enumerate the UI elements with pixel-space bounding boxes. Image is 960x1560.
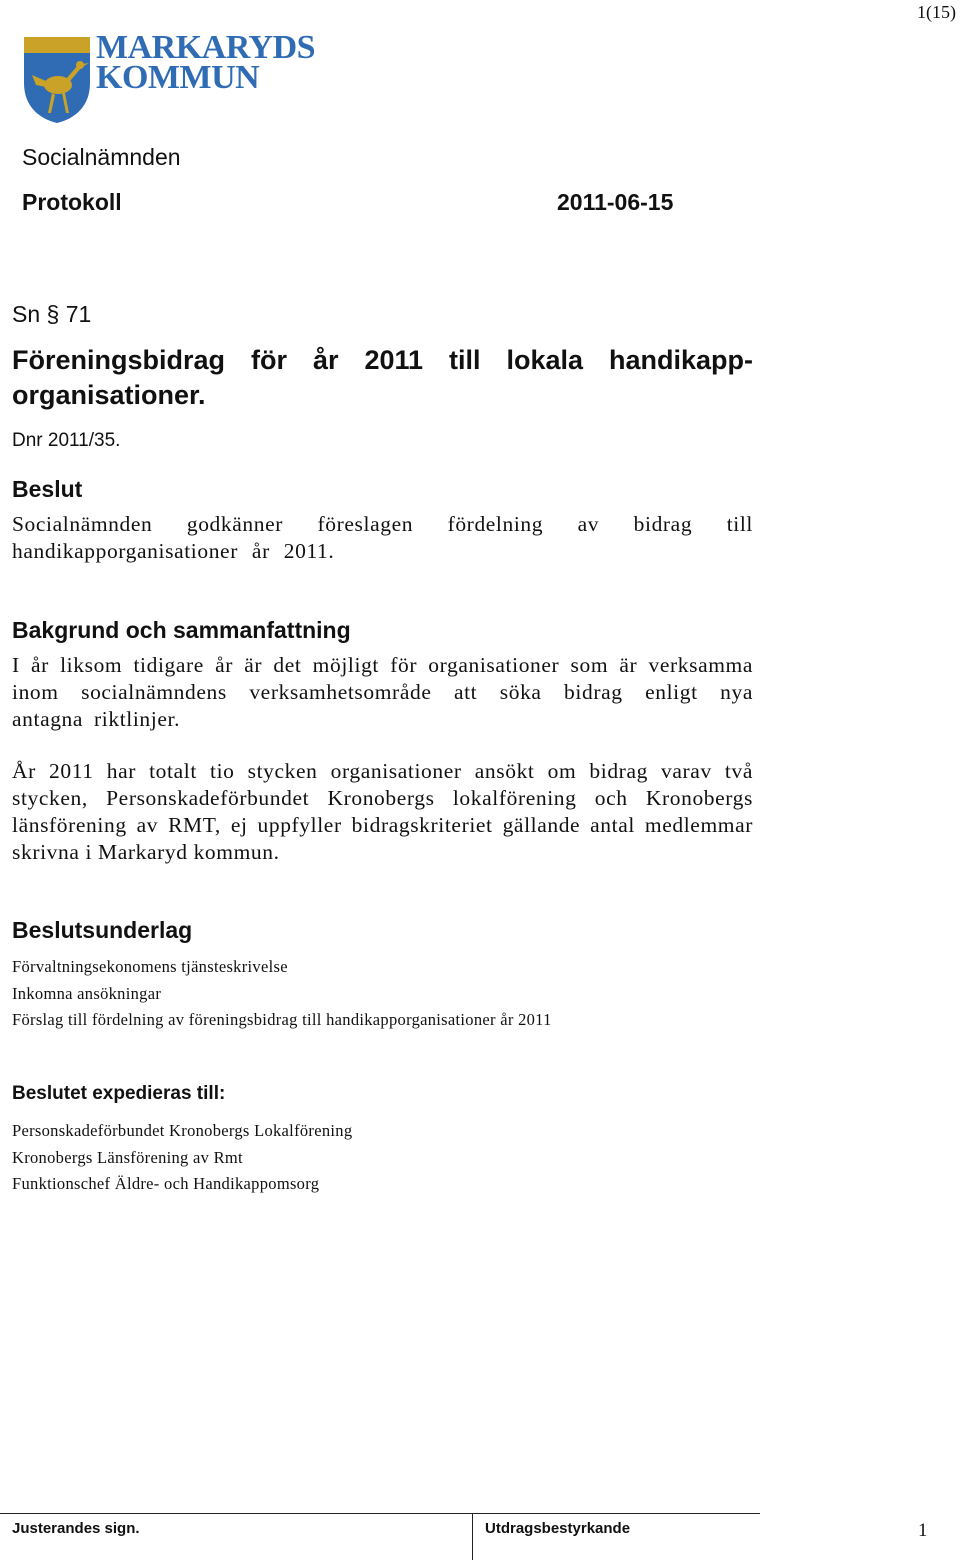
list-item: Förvaltningsekonomens tjänsteskrivelse [12,957,288,976]
list-item: Kronobergs Länsförening av Rmt [12,1147,243,1167]
case-title: Föreningsbidrag för år 2011 till lokala handikapp-organisationer. [12,345,753,410]
expedieras-heading: Beslutet expedieras till: [12,1083,226,1104]
footer-divider-line [0,1513,760,1514]
beslut-text: Socialnämnden godkänner föreslagen fördelning av bidrag till handikapporganisationer år 2011. [12,512,753,563]
footer-page-number: 1 [918,1520,928,1541]
department-name: Socialnämnden [22,144,181,170]
expedieras-list [12,1118,352,1198]
footer-justerandes-label: Justerandes sign. [12,1520,140,1537]
municipality-logo [22,29,322,128]
list-item: Personskadeförbundet Kronobergs Lokalförening [12,1121,353,1140]
list-item: Inkomna ansökningar [12,983,162,1003]
logo-text-line1: MARKARYDS [96,29,316,66]
bakgrund-paragraph: År 2011 har totalt tio stycken organisationer ansökt om bidrag varav två stycken, Personskadeförbundet Kronobergs lokalförening och Kronobergs länsförening av RMT, ej uppfyller bidragskriteriet gällande antal medlemmar skrivna i Markaryd kommun. [12,759,753,864]
case-dnr: Dnr 2011/35. [12,430,121,451]
document-date: 2011-06-15 [557,189,674,215]
beslutsunderlag-list [12,954,552,1034]
page-counter: 1(15) [917,2,956,22]
beslutsunderlag-heading: Beslutsunderlag [12,917,193,943]
coat-of-arms-icon [22,35,92,125]
logo-text-line2: KOMMUN [96,59,260,96]
footer-utdrag-label: Utdragsbestyrkande [485,1520,631,1537]
beslut-heading: Beslut [12,476,83,502]
footer-column-divider [472,1513,473,1560]
list-item: Funktionschef Äldre- och Handikappomsorg [12,1174,320,1193]
document-type: Protokoll [22,189,122,215]
bakgrund-paragraph: I år liksom tidigare år är det möjligt för organisationer som är verksamma inom socialnämndens verksamhetsområde att söka bidrag enligt nya antagna riktlinjer. [12,653,753,731]
paragraph-number: Sn § 71 [12,301,92,327]
list-item: Förslag till fördelning av föreningsbidrag till handikapporganisationer år 2011 [12,1010,552,1029]
bakgrund-heading: Bakgrund och sammanfattning [12,617,351,643]
